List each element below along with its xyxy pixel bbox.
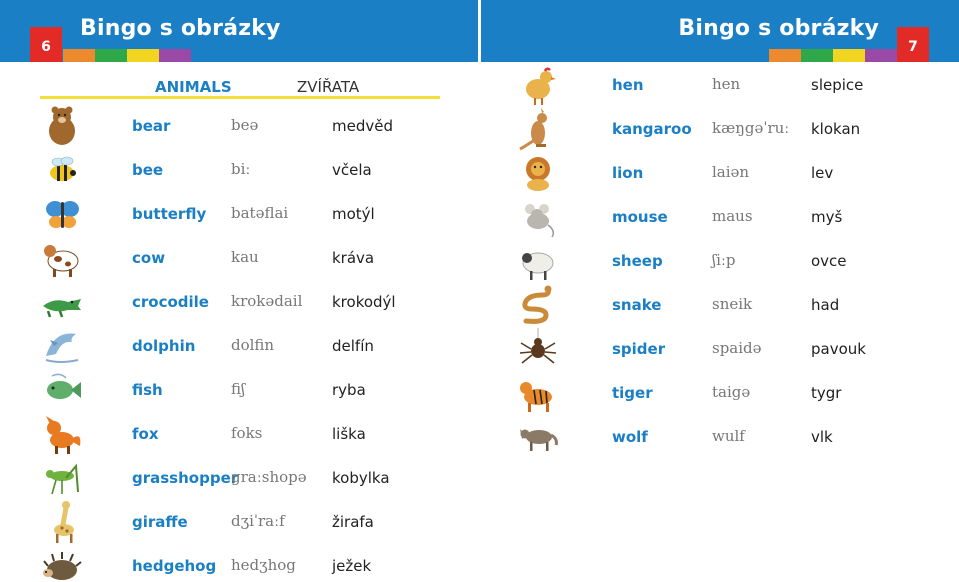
czech-word: slepice <box>811 76 864 94</box>
english-word: bee <box>132 161 164 179</box>
kangaroo-icon <box>516 107 560 151</box>
english-word: dolphin <box>132 337 196 355</box>
czech-word: kobylka <box>332 469 390 487</box>
stripe-purple <box>159 49 191 62</box>
czech-word: myš <box>811 208 843 226</box>
grasshopper-icon <box>40 456 84 500</box>
english-word: cow <box>132 249 166 267</box>
pronunciation: taigə <box>712 383 751 401</box>
hen-icon <box>516 63 560 107</box>
czech-word: liška <box>332 425 366 443</box>
stripe-orange <box>63 49 95 62</box>
english-word: wolf <box>612 428 648 446</box>
czech-word: delfín <box>332 337 374 355</box>
pronunciation: dʒiˈraːf <box>231 512 285 530</box>
czech-word: motýl <box>332 205 375 223</box>
pronunciation: dolfin <box>231 336 275 354</box>
czech-word: ryba <box>332 381 366 399</box>
pronunciation: wulf <box>712 427 745 445</box>
english-word: tiger <box>612 384 653 402</box>
lion-icon <box>516 151 560 195</box>
stripe-green <box>95 49 127 62</box>
stripe-purple <box>865 49 897 62</box>
pronunciation: ʃiːp <box>712 251 736 269</box>
english-word: spider <box>612 340 666 358</box>
column-heading-czech: ZVÍŘATA <box>297 78 360 96</box>
stripe-yellow <box>127 49 159 62</box>
left-page-title: Bingo s obrázky <box>80 16 281 41</box>
czech-word: krokodýl <box>332 293 396 311</box>
pronunciation: graːshopə <box>231 468 307 486</box>
vocabulary-row-hen <box>0 63 959 107</box>
pronunciation: maus <box>712 207 753 225</box>
right-header-banner <box>481 0 959 62</box>
left-page-number: 6 <box>30 27 62 62</box>
spider-icon <box>516 327 560 371</box>
vocabulary-row-sheep <box>0 239 959 283</box>
right-page-title: Bingo s obrázky <box>678 16 879 41</box>
english-word: hedgehog <box>132 557 217 575</box>
czech-word: ježek <box>332 557 372 575</box>
czech-word: žirafa <box>332 513 374 531</box>
mouse-icon <box>516 195 560 239</box>
vocabulary-row-kangaroo <box>0 107 959 151</box>
english-word: fox <box>132 425 159 443</box>
pronunciation: sneik <box>712 295 753 313</box>
wolf-icon <box>516 415 560 459</box>
left-color-stripes <box>63 49 191 62</box>
english-word: hen <box>612 76 644 94</box>
right-page-number: 7 <box>897 27 929 62</box>
english-word: fish <box>132 381 163 399</box>
tiger-icon <box>516 371 560 415</box>
vocabulary-row-snake <box>0 283 959 327</box>
vocabulary-row-lion <box>0 151 959 195</box>
english-word: snake <box>612 296 662 314</box>
vocabulary-row-tiger <box>0 371 959 415</box>
pronunciation: fiʃ <box>231 380 246 398</box>
pronunciation: beə <box>231 116 259 134</box>
english-word: mouse <box>612 208 668 226</box>
english-word: giraffe <box>132 513 188 531</box>
english-word: bear <box>132 117 171 135</box>
czech-word: pavouk <box>811 340 866 358</box>
stripe-orange <box>769 49 801 62</box>
czech-word: klokan <box>811 120 861 138</box>
snake-icon <box>516 283 560 327</box>
stripe-green <box>801 49 833 62</box>
english-word: crocodile <box>132 293 209 311</box>
czech-word: včela <box>332 161 372 179</box>
vocabulary-row-spider <box>0 327 959 371</box>
czech-word: lev <box>811 164 834 182</box>
english-word: butterfly <box>132 205 207 223</box>
pronunciation: biː <box>231 160 251 178</box>
czech-word: had <box>811 296 840 314</box>
stripe-yellow <box>833 49 865 62</box>
czech-word: medvěd <box>332 117 393 135</box>
pronunciation: batəflai <box>231 204 289 222</box>
sheep-icon <box>516 239 560 283</box>
czech-word: ovce <box>811 252 847 270</box>
pronunciation: spaidə <box>712 339 762 357</box>
pronunciation: kau <box>231 248 259 266</box>
pronunciation: krokədail <box>231 292 303 310</box>
hedgehog-icon <box>40 544 84 582</box>
czech-word: vlk <box>811 428 833 446</box>
pronunciation: hedʒhog <box>231 556 296 574</box>
czech-word: kráva <box>332 249 375 267</box>
english-word: kangaroo <box>612 120 692 138</box>
pronunciation: hen <box>712 75 741 93</box>
pronunciation: kæŋgəˈruː <box>712 119 790 137</box>
english-word: sheep <box>612 252 663 270</box>
vocabulary-row-giraffe <box>0 500 959 544</box>
left-header-banner <box>0 0 478 62</box>
vocabulary-row-wolf <box>0 415 959 459</box>
column-heading-english: ANIMALS <box>155 78 232 96</box>
vocabulary-row-hedgehog <box>0 544 959 582</box>
english-word: lion <box>612 164 644 182</box>
vocabulary-row-grasshopper <box>0 456 959 500</box>
right-color-stripes <box>769 49 897 62</box>
english-word: grasshopper <box>132 469 239 487</box>
giraffe-icon <box>40 500 84 544</box>
pronunciation: foks <box>231 424 263 442</box>
pronunciation: laiən <box>712 163 750 181</box>
czech-word: tygr <box>811 384 842 402</box>
vocabulary-row-mouse <box>0 195 959 239</box>
